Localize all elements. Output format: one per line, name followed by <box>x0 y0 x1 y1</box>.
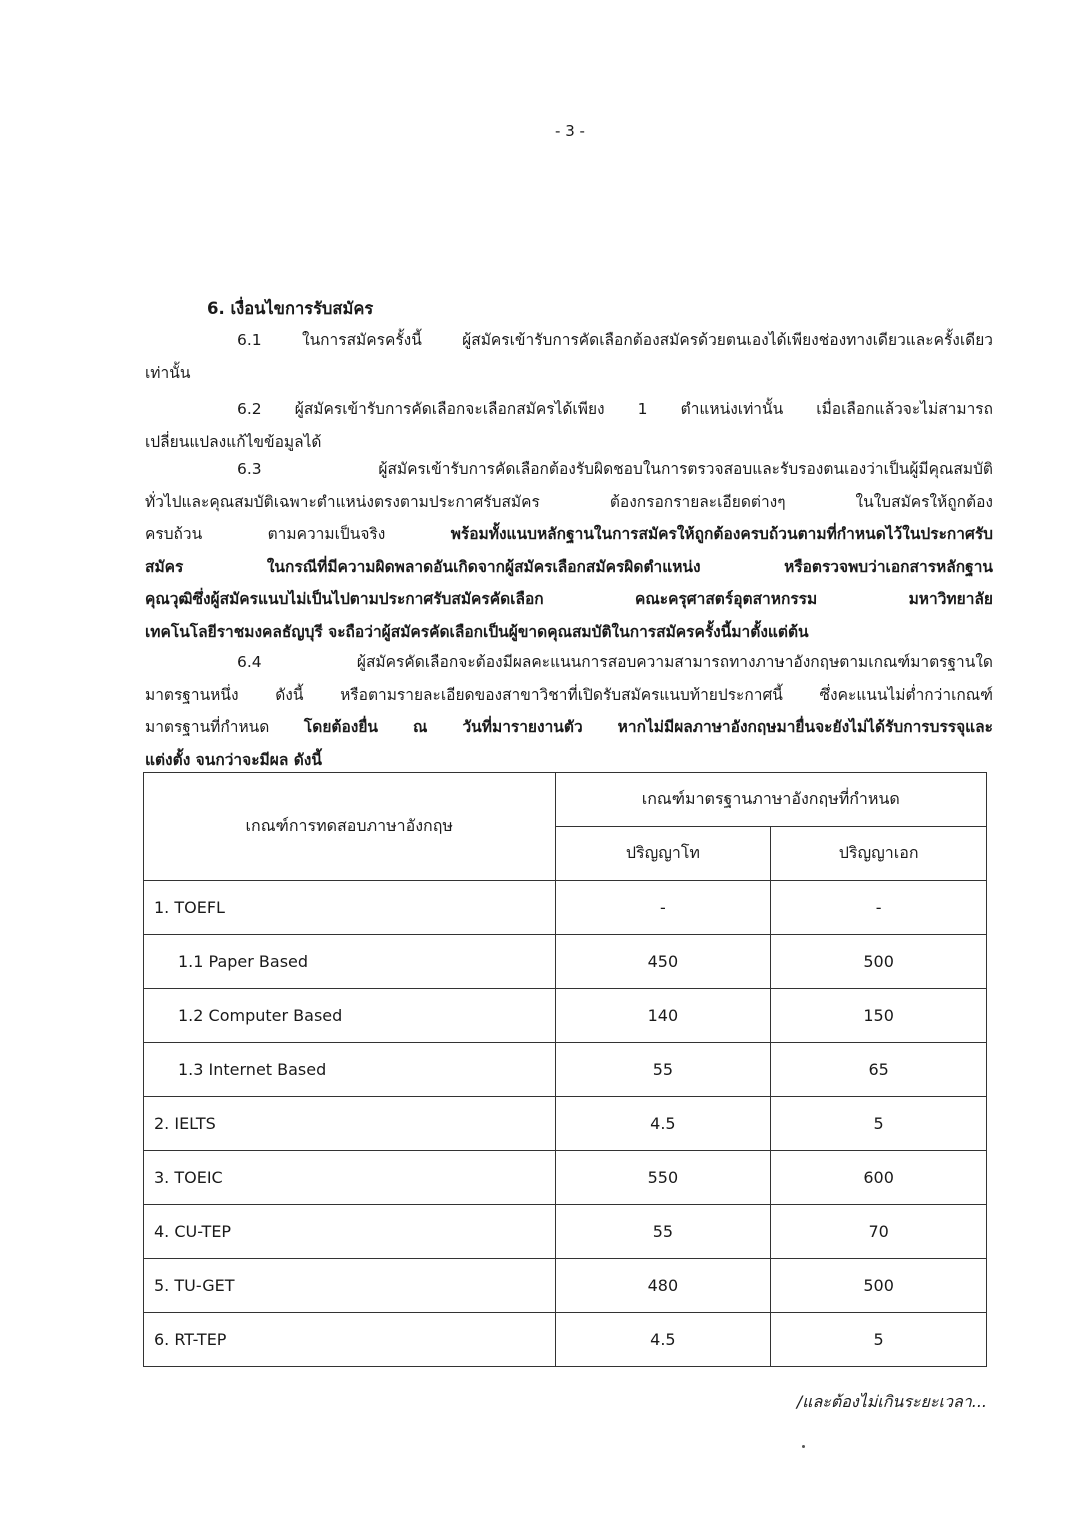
text-line: 6.3 ผู้สมัครเข้ารับการคัดเลือกต้องรับผิดชอบในการตรวจสอบและรับรองตนเองว่าเป็นผู้มีคุณสมบัติ <box>237 460 993 478</box>
english-criteria-table <box>143 772 987 1367</box>
text-line: ทั่วไปและคุณสมบัติเฉพาะตำแหน่งตรงตามประกาศรับสมัคร ต้องกรอกรายละเอียดต่างๆ ในใบสมัครให้ถูกต้อง <box>145 492 993 511</box>
text-line-bold: คุณวุฒิซึ่งผู้สมัครแนบไม่เป็นไปตามประกาศรับสมัครคัดเลือก คณะครุศาสตร์อุตสาหกรรม มหาวิทยาลัย <box>145 590 993 608</box>
text-normal: ครบถ้วน ตามความเป็นจริง <box>145 525 451 543</box>
text-line: มาตรฐานหนึ่ง ดังนี้ หรือตามรายละเอียดของสาขาวิชาที่เปิดรับสมัครแนบท้ายประกาศนี้ ซึ่งคะแนนไม่ต่ำกว่าเกณฑ์ <box>145 685 993 704</box>
test-name: 4. CU-TEP <box>144 1205 556 1259</box>
test-name: 3. TOEIC <box>144 1151 556 1205</box>
page-number: - 3 - <box>555 122 585 140</box>
doctor-score: 70 <box>771 1205 987 1259</box>
table-row <box>144 1313 987 1367</box>
master-score: 55 <box>555 1205 771 1259</box>
master-score: 550 <box>555 1151 771 1205</box>
text-line: 6.4 ผู้สมัครคัดเลือกจะต้องมีผลคะแนนการสอบความสามารถทางภาษาอังกฤษตามเกณฑ์มาตรฐานใด <box>237 653 993 671</box>
doctor-score: 600 <box>771 1151 987 1205</box>
master-score: - <box>555 881 771 935</box>
doctor-score: 65 <box>771 1043 987 1097</box>
doctor-score: 500 <box>771 1259 987 1313</box>
doctor-score: 500 <box>771 935 987 989</box>
paragraph-6-1 <box>145 324 993 389</box>
paragraph-6-2 <box>145 393 993 458</box>
text-line-bold: สมัคร ในกรณีที่มีความผิดพลาดอันเกิดจากผู้สมัครเลือกสมัครผิดตำแหน่ง หรือตรวจพบว่าเอกสารหลักฐาน <box>145 557 993 576</box>
master-score: 140 <box>555 989 771 1043</box>
master-score: 4.5 <box>555 1313 771 1367</box>
table-row <box>144 1205 987 1259</box>
master-score: 480 <box>555 1259 771 1313</box>
test-name: 1.1 Paper Based <box>144 935 556 989</box>
test-name: 2. IELTS <box>144 1097 556 1151</box>
doctor-score: 150 <box>771 989 987 1043</box>
test-name: 1. TOEFL <box>144 881 556 935</box>
master-score: 450 <box>555 935 771 989</box>
text-bold: โดยต้องยื่น ณ วันที่มารายงานตัว หากไม่มีผลภาษาอังกฤษมายื่นจะยังไม่ได้รับการบรรจุและ <box>303 718 993 736</box>
test-name: 6. RT-TEP <box>144 1313 556 1367</box>
doctor-score: 5 <box>771 1313 987 1367</box>
scan-speck <box>802 1445 805 1448</box>
doctor-score: - <box>771 881 987 935</box>
header-master-degree: ปริญญาโท <box>555 827 771 881</box>
master-score: 4.5 <box>555 1097 771 1151</box>
table-row <box>144 1151 987 1205</box>
table-row <box>144 1043 987 1097</box>
section-heading: 6. เงื่อนไขการรับสมัคร <box>207 299 374 318</box>
paragraph-6-3 <box>145 453 993 648</box>
text-line <box>145 711 993 744</box>
doctor-score: 5 <box>771 1097 987 1151</box>
test-name: 1.3 Internet Based <box>144 1043 556 1097</box>
table-row <box>144 935 987 989</box>
header-standard-criteria: เกณฑ์มาตรฐานภาษาอังกฤษที่กำหนด <box>555 773 986 827</box>
text-line: 6.1 ในการสมัครครั้งนี้ ผู้สมัครเข้ารับการคัดเลือกต้องสมัครด้วยตนเองได้เพียงช่องทางเดียวและครั้งเดียว <box>237 331 993 349</box>
master-score: 55 <box>555 1043 771 1097</box>
text-line: เปลี่ยนแปลงแก้ไขข้อมูลได้ <box>145 432 322 451</box>
text-line <box>145 518 993 551</box>
text-bold: พร้อมทั้งแนบหลักฐานในการสมัครให้ถูกต้องครบถ้วนตามที่กำหนดไว้ในประกาศรับ <box>450 525 993 543</box>
text-line: 6.2 ผู้สมัครเข้ารับการคัดเลือกจะเลือกสมัครได้เพียง 1 ตำแหน่งเท่านั้น เมื่อเลือกแล้วจะไม่สามารถ <box>237 400 993 418</box>
text-line-bold: แต่งตั้ง จนกว่าจะมีผล ดังนี้ <box>145 750 322 769</box>
paragraph-6-4 <box>145 646 993 776</box>
continuation-note: /และต้องไม่เกินระยะเวลา... <box>796 1392 987 1411</box>
table-row <box>144 1259 987 1313</box>
table-row <box>144 881 987 935</box>
text-normal: มาตรฐานที่กำหนด <box>145 718 304 736</box>
header-test-criteria: เกณฑ์การทดสอบภาษาอังกฤษ <box>144 773 556 881</box>
header-doctoral-degree: ปริญญาเอก <box>771 827 987 881</box>
text-line: เท่านั้น <box>145 363 191 382</box>
test-name: 5. TU-GET <box>144 1259 556 1313</box>
test-name: 1.2 Computer Based <box>144 989 556 1043</box>
text-line-bold: เทคโนโลยีราชมงคลธัญบุรี จะถือว่าผู้สมัครคัดเลือกเป็นผู้ขาดคุณสมบัติในการสมัครครั้งนี้มาตั้งแต่ต้น <box>145 622 809 641</box>
table-row <box>144 989 987 1043</box>
table-row <box>144 1097 987 1151</box>
